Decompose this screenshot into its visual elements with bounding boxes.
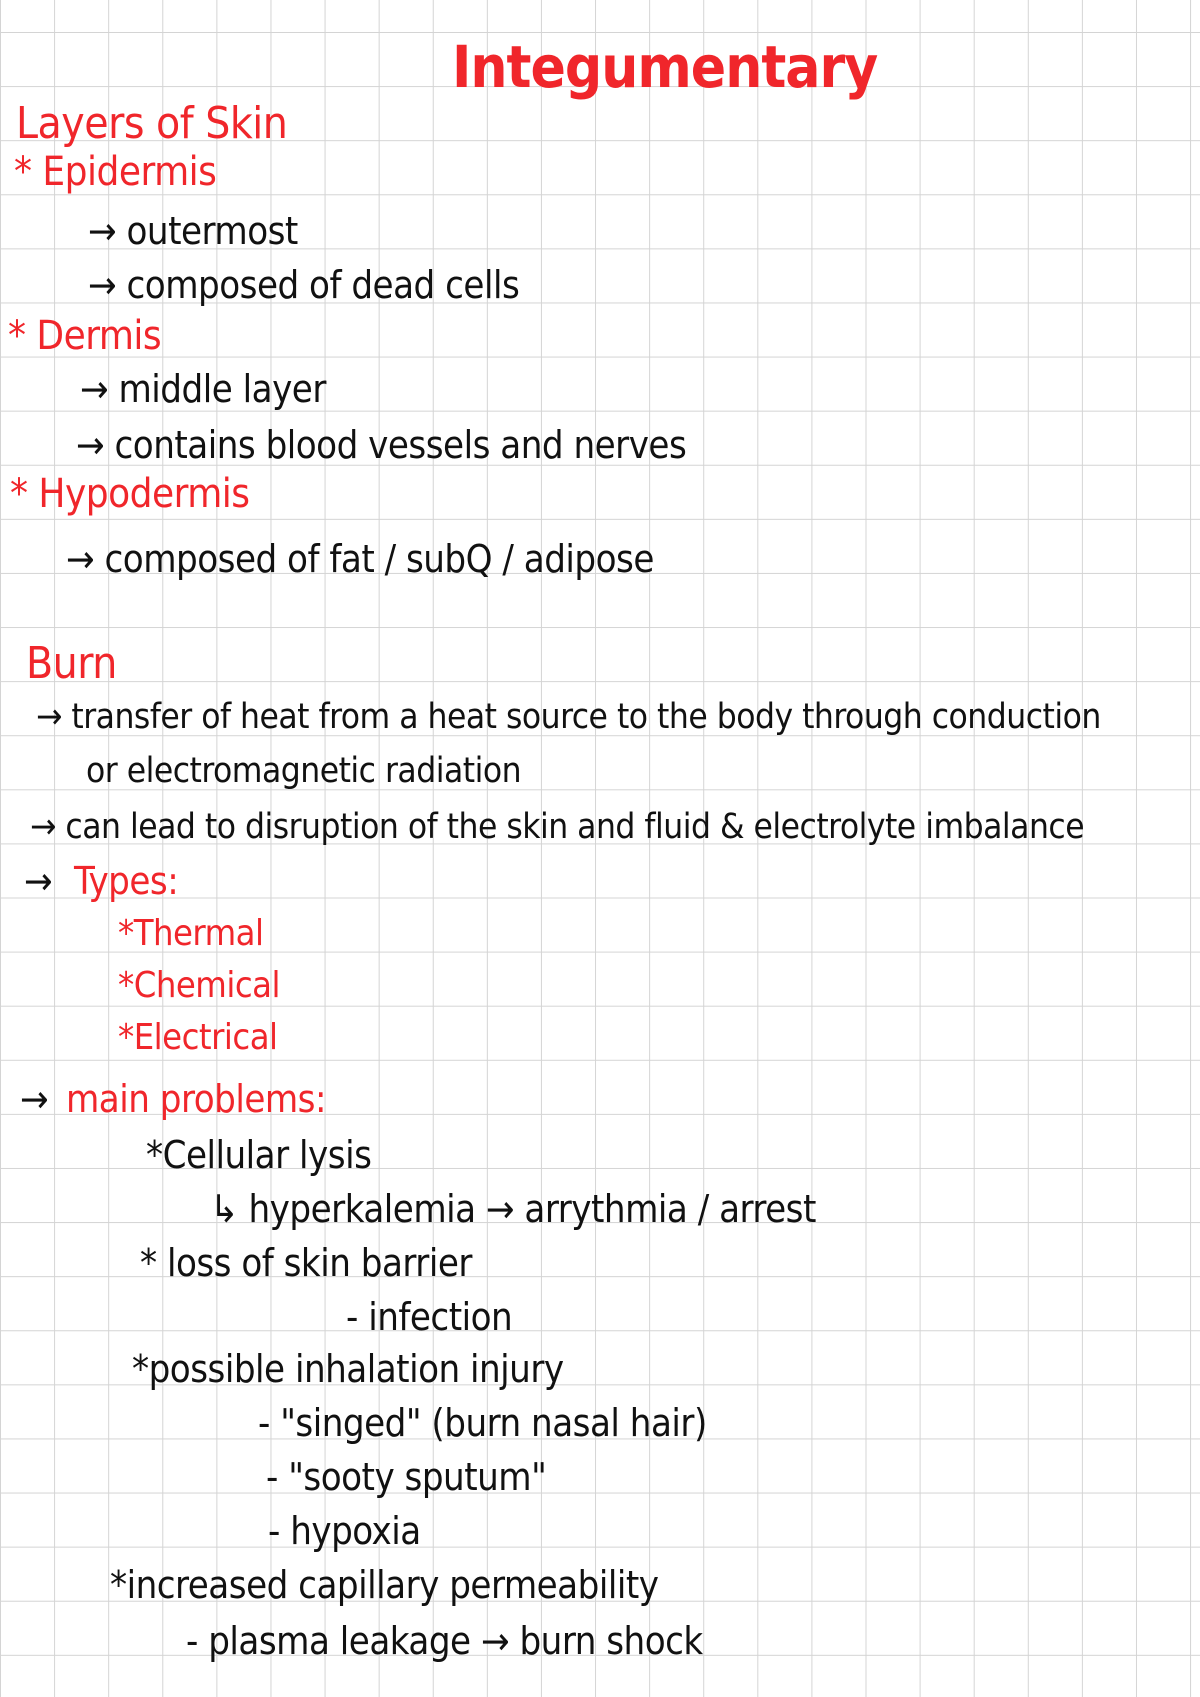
- problem-item: *Cellular lysis: [146, 1133, 372, 1177]
- burn-heading: Burn: [26, 638, 117, 689]
- note-line: or electromagnetic radiation: [86, 751, 522, 791]
- note-line: → composed of dead cells: [88, 263, 520, 307]
- problem-detail: ↳ hyperkalemia → arrythmia / arrest: [210, 1187, 816, 1231]
- dermis-heading: * Dermis: [8, 313, 162, 359]
- arrow-glyph: →: [24, 859, 53, 903]
- epidermis-heading: * Epidermis: [14, 149, 217, 195]
- problem-item: *possible inhalation injury: [132, 1347, 564, 1391]
- hypodermis-heading: * Hypodermis: [10, 471, 250, 517]
- note-line: → composed of fat / subQ / adipose: [66, 537, 654, 581]
- arrow-glyph: →: [20, 1077, 49, 1121]
- problems-heading: main problems:: [66, 1077, 327, 1121]
- note-line: → transfer of heat from a heat source to the body through conduction: [36, 697, 1101, 737]
- type-item: *Chemical: [118, 965, 280, 1006]
- type-item: *Thermal: [118, 913, 264, 954]
- problem-detail: - "singed" (burn nasal hair): [258, 1401, 707, 1445]
- problem-item: * loss of skin barrier: [140, 1241, 472, 1285]
- note-line: → can lead to disruption of the skin and fluid & electrolyte imbalance: [30, 807, 1085, 847]
- type-item: *Electrical: [118, 1017, 278, 1058]
- page-title: Integumentary: [452, 33, 878, 101]
- types-heading: Types:: [74, 859, 179, 903]
- problem-detail: - "sooty sputum": [266, 1455, 547, 1499]
- note-line: → middle layer: [80, 367, 326, 411]
- note-line: → contains blood vessels and nerves: [76, 423, 687, 467]
- layers-heading: Layers of Skin: [16, 98, 288, 149]
- problem-item: *increased capillary permeability: [110, 1563, 659, 1607]
- problem-detail: - infection: [346, 1295, 513, 1339]
- problem-detail: - hypoxia: [268, 1509, 421, 1553]
- problem-detail: - plasma leakage → burn shock: [186, 1619, 703, 1663]
- note-line: → outermost: [88, 209, 298, 253]
